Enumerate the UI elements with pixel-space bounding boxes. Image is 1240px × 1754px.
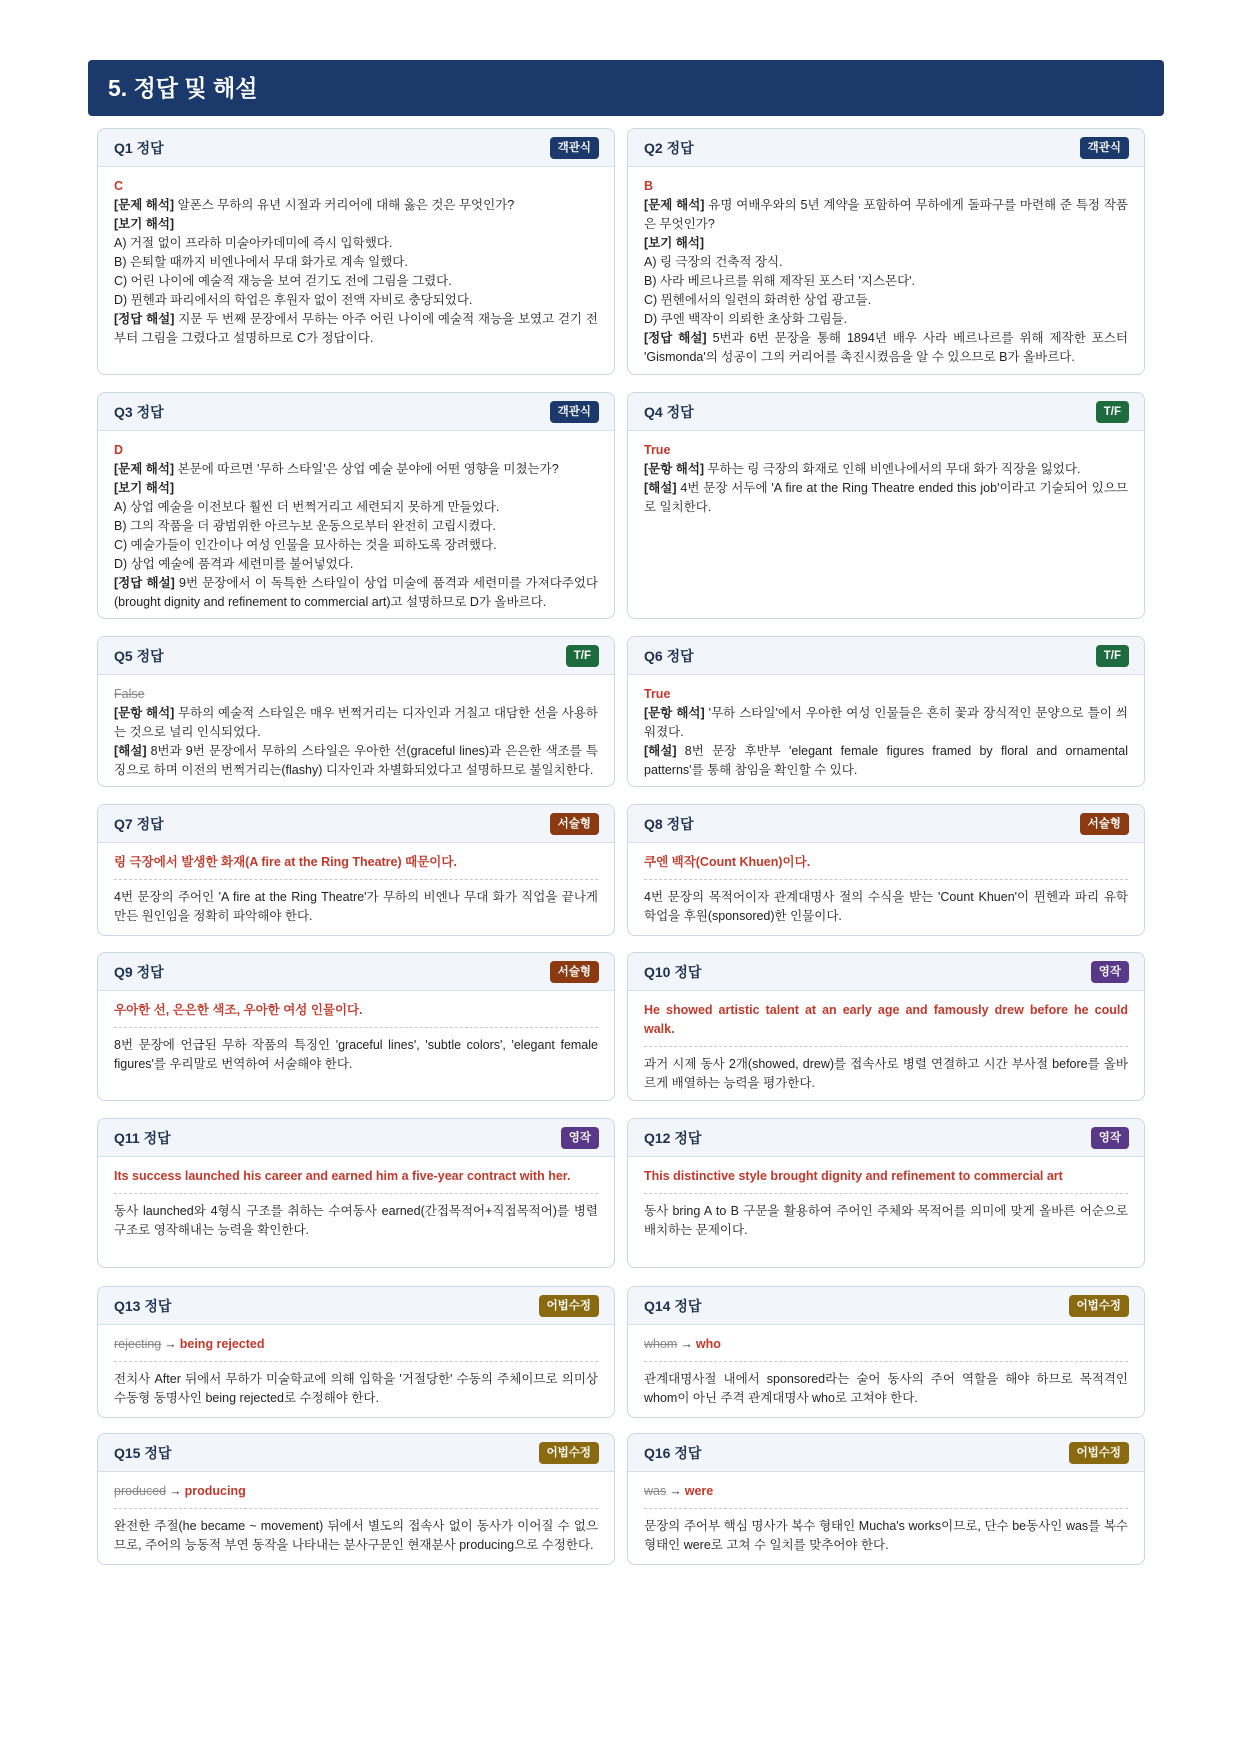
statement-translation: [문항 해석] '무하 스타일'에서 우아한 여성 인물들은 흔히 꽃과 장식적인 문양으로 틀이 씌워졌다. <box>644 706 1128 739</box>
divider <box>644 879 1128 880</box>
answer-card-q6 <box>627 636 1145 787</box>
card-title: Q5 정답 <box>114 647 164 664</box>
card-header <box>628 393 1144 431</box>
section-header: 5. 정답 및 해설 <box>88 60 1164 116</box>
card-body <box>98 431 614 619</box>
card-body <box>98 1472 614 1565</box>
card-body <box>628 431 1144 527</box>
divider <box>644 1508 1128 1509</box>
options-label: [보기 해석] <box>644 236 705 250</box>
card-body <box>628 1325 1144 1418</box>
answer-explanation: 8번 문장에 언급된 무하 작품의 특징인 'graceful lines', 'subtle colors', 'elegant female figures'를 우리말로 번역하여 서술해야 한다. <box>114 1038 598 1071</box>
answer-text: 링 극장에서 발생한 화재(A fire at the Ring Theatre) 때문이다. <box>114 855 457 869</box>
arrow-icon: → <box>169 1484 182 1498</box>
options-label: [보기 해석] <box>114 217 175 231</box>
arrow-icon: → <box>669 1484 682 1498</box>
question-translation: [문제 해석] 본문에 따르면 '무하 스타일'은 상업 예술 분야에 어떤 영향을 미쳤는가? <box>114 462 559 476</box>
card-header <box>98 393 614 431</box>
wrong-form: produced <box>114 1484 167 1498</box>
type-badge: T/F <box>566 645 599 667</box>
answer-card-q14 <box>627 1286 1145 1418</box>
option-b: B) 은퇴할 때까지 비엔나에서 무대 화가로 계속 일했다. <box>114 255 408 269</box>
answer-text: False <box>114 687 145 701</box>
card-header <box>628 637 1144 675</box>
answer-text: B <box>644 179 654 193</box>
card-body <box>98 167 614 358</box>
answer-text: 쿠엔 백작(Count Khuen)이다. <box>644 855 811 869</box>
correct-form: were <box>684 1484 714 1498</box>
answer-explanation: 문장의 주어부 핵심 명사가 복수 형태인 Mucha's works이므로, 단수 be동사인 was를 복수 형태인 were로 고쳐 수 일치를 맞추어야 한다. <box>644 1519 1128 1552</box>
option-c: C) 뮌헨에서의 일련의 화려한 상업 광고들. <box>644 293 872 307</box>
option-a: A) 상업 예술을 이전보다 훨씬 더 번쩍거리고 세련되지 못하게 만들었다. <box>114 500 500 514</box>
card-title: Q15 정답 <box>114 1444 172 1461</box>
option-a: A) 링 극장의 건축적 장식. <box>644 255 783 269</box>
card-title: Q4 정답 <box>644 403 694 420</box>
question-translation: [문제 해석] 알폰스 무하의 유년 시절과 커리어에 대해 옳은 것은 무엇인가? <box>114 198 515 212</box>
answer-explanation: [해설] 8번 문장 후반부 'elegant female figures framed by floral and ornamental patterns'를 통해 참임을 확인할 수 있다. <box>644 744 1128 777</box>
divider <box>644 1193 1128 1194</box>
divider <box>114 879 598 880</box>
card-header <box>628 129 1144 167</box>
card-body <box>628 843 1144 936</box>
answer-explanation: [정답 해설] 5번과 6번 문장을 통해 1894년 배우 사라 베르나르를 위해 제작한 포스터 'Gismonda'의 성공이 그의 커리어를 촉진시켰음을 알 수 있으므로 B가 올바르다. <box>644 331 1128 364</box>
answer-text: D <box>114 443 124 457</box>
question-translation: [문제 해석] 유명 여배우와의 5년 계약을 포함하여 무하에게 돌파구를 마련해 준 특정 작품은 무엇인가? <box>644 198 1128 231</box>
card-title: Q16 정답 <box>644 1444 702 1461</box>
card-header <box>98 953 614 991</box>
answer-card-q13 <box>97 1286 615 1418</box>
answer-card-q2 <box>627 128 1145 375</box>
type-badge: T/F <box>1096 401 1129 423</box>
answer-text: C <box>114 179 124 193</box>
divider <box>114 1027 598 1028</box>
card-title: Q6 정답 <box>644 647 694 664</box>
card-header <box>98 129 614 167</box>
card-title: Q11 정답 <box>114 1129 171 1146</box>
divider <box>114 1193 598 1194</box>
answer-card-q3 <box>97 392 615 619</box>
answer-card-q15 <box>97 1433 615 1565</box>
card-title: Q3 정답 <box>114 403 164 420</box>
answer-explanation: 4번 문장의 주어인 'A fire at the Ring Theatre'가 무하의 비엔나 무대 화가 직업을 끝나게 만든 원인임을 정확히 파악해야 한다. <box>114 890 598 923</box>
statement-translation: [문항 해석] 무하의 예술적 스타일은 매우 번쩍거리는 디자인과 거칠고 대담한 선을 사용하는 것으로 널리 인식되었다. <box>114 706 598 739</box>
divider <box>114 1508 598 1509</box>
answer-explanation: [정답 해설] 9번 문장에서 이 독특한 스타일이 상업 미술에 품격과 세련미를 가져다주었다(brought dignity and refinement to commercial art)고 설명하므로 D가 올바르다. <box>114 576 598 609</box>
card-header <box>628 805 1144 843</box>
correct-form: who <box>695 1337 721 1351</box>
type-badge: 어법수정 <box>1069 1295 1129 1317</box>
correction <box>114 1482 598 1501</box>
card-header <box>98 1434 614 1472</box>
option-c: C) 어린 나이에 예술적 재능을 보여 걷기도 전에 그림을 그렸다. <box>114 274 452 288</box>
wrong-form: rejecting <box>114 1337 162 1351</box>
answer-card-q1 <box>97 128 615 375</box>
answer-explanation: 동사 launched와 4형식 구조를 취하는 수여동사 earned(간접목적어+직접목적어)를 병렬 구조로 영작해내는 능력을 확인한다. <box>114 1204 598 1237</box>
card-title: Q2 정답 <box>644 139 694 156</box>
answer-card-q7 <box>97 804 615 936</box>
card-header <box>98 1119 614 1157</box>
option-a: A) 거절 없이 프라하 미술아카데미에 즉시 입학했다. <box>114 236 393 250</box>
type-badge: 객관식 <box>550 137 599 159</box>
card-body <box>628 167 1144 375</box>
answer-text: This distinctive style brought dignity and refinement to commercial art <box>644 1169 1063 1183</box>
answer-card-q5 <box>97 636 615 787</box>
answer-explanation: [해설] 4번 문장 서두에 'A fire at the Ring Theatre ended this job'이라고 기술되어 있으므로 일치한다. <box>644 481 1128 514</box>
correction <box>644 1482 1128 1501</box>
answer-text: He showed artistic talent at an early age and famously drew before he could walk. <box>644 1003 1128 1036</box>
divider <box>644 1046 1128 1047</box>
option-d: D) 뮌헨과 파리에서의 학업은 후원자 없이 전액 자비로 충당되었다. <box>114 293 473 307</box>
answer-explanation: [해설] 8번과 9번 문장에서 무하의 스타일은 우아한 선(graceful lines)과 은은한 색조를 특징으로 하며 이전의 번쩍거리는(flashy) 디자인과 차별화되었다고 설명하므로 불일치한다. <box>114 744 598 777</box>
answer-explanation: 완전한 주절(he became ~ movement) 뒤에서 별도의 접속사 없이 동사가 이어질 수 없으므로, 주어의 능동적 부연 동작을 나타내는 분사구문인 현재분사 producing으로 수정한다. <box>114 1519 598 1552</box>
type-badge: 어법수정 <box>539 1295 599 1317</box>
card-title: Q14 정답 <box>644 1297 702 1314</box>
answer-card-q9 <box>97 952 615 1101</box>
option-b: B) 그의 작품을 더 광범위한 아르누보 운동으로부터 완전히 고립시켰다. <box>114 519 496 533</box>
arrow-icon: → <box>680 1337 693 1351</box>
answer-explanation: 전치사 After 뒤에서 무하가 미술학교에 의해 입학을 '거절당한' 수동의 주체이므로 의미상 수동형 동명사인 being rejected로 수정해야 한다. <box>114 1372 598 1405</box>
card-title: Q10 정답 <box>644 963 702 980</box>
wrong-form: was <box>644 1484 667 1498</box>
type-badge: 어법수정 <box>1069 1442 1129 1464</box>
card-body <box>98 843 614 936</box>
card-body <box>628 1472 1144 1565</box>
card-body <box>628 1157 1144 1250</box>
answer-card-q10 <box>627 952 1145 1101</box>
answer-explanation: [정답 해설] 지문 두 번째 문장에서 무하는 아주 어린 나이에 예술적 재능을 보였고 걷기 전부터 그림을 그렸다고 설명하므로 C가 정답이다. <box>114 312 598 345</box>
card-header <box>628 953 1144 991</box>
type-badge: 영작 <box>1091 961 1129 983</box>
correction <box>644 1335 1128 1354</box>
card-header <box>628 1287 1144 1325</box>
divider <box>644 1361 1128 1362</box>
option-d: D) 상업 예술에 품격과 세련미를 불어넣었다. <box>114 557 354 571</box>
option-b: B) 사라 베르나르를 위해 제작된 포스터 '지스몬다'. <box>644 274 916 288</box>
card-body <box>628 991 1144 1101</box>
answer-card-q16 <box>627 1433 1145 1565</box>
answer-card-q11 <box>97 1118 615 1268</box>
option-c: C) 예술가들이 인간이나 여성 인물을 묘사하는 것을 피하도록 장려했다. <box>114 538 497 552</box>
card-title: Q13 정답 <box>114 1297 172 1314</box>
correction <box>114 1335 598 1354</box>
type-badge: T/F <box>1096 645 1129 667</box>
answer-text: True <box>644 443 671 457</box>
card-header <box>98 637 614 675</box>
card-body <box>98 991 614 1084</box>
card-body <box>628 675 1144 787</box>
card-header <box>628 1434 1144 1472</box>
arrow-icon: → <box>164 1337 177 1351</box>
type-badge: 객관식 <box>550 401 599 423</box>
statement-translation: [문항 해석] 무하는 링 극장의 화재로 인해 비엔나에서의 무대 화가 직장을 잃었다. <box>644 462 1081 476</box>
type-badge: 영작 <box>561 1127 599 1149</box>
option-d: D) 쿠엔 백작이 의뢰한 초상화 그림들. <box>644 312 848 326</box>
card-title: Q8 정답 <box>644 815 694 832</box>
answer-text: 우아한 선, 은은한 색조, 우아한 여성 인물이다. <box>114 1003 363 1017</box>
card-title: Q12 정답 <box>644 1129 702 1146</box>
wrong-form: whom <box>644 1337 678 1351</box>
type-badge: 서술형 <box>550 961 599 983</box>
answer-explanation: 4번 문장의 목적어이자 관계대명사 절의 수식을 받는 'Count Khuen'이 뮌헨과 파리 유학 학업을 후원(sponsored)한 인물이다. <box>644 890 1128 923</box>
answer-text: True <box>644 687 671 701</box>
card-header <box>98 805 614 843</box>
answer-card-q8 <box>627 804 1145 936</box>
card-header <box>98 1287 614 1325</box>
type-badge: 어법수정 <box>539 1442 599 1464</box>
answer-explanation: 동사 bring A to B 구문을 활용하여 주어인 주체와 목적어를 의미에 맞게 올바른 어순으로 배치하는 문제이다. <box>644 1204 1128 1237</box>
card-title: Q9 정답 <box>114 963 164 980</box>
options-label: [보기 해석] <box>114 481 175 495</box>
type-badge: 영작 <box>1091 1127 1129 1149</box>
type-badge: 서술형 <box>1080 813 1129 835</box>
correct-form: being rejected <box>179 1337 265 1351</box>
card-body <box>98 1325 614 1418</box>
divider <box>114 1361 598 1362</box>
card-body <box>98 675 614 787</box>
answer-card-q12 <box>627 1118 1145 1268</box>
type-badge: 서술형 <box>550 813 599 835</box>
answer-text: Its success launched his career and earned him a five-year contract with her. <box>114 1169 571 1183</box>
card-title: Q7 정답 <box>114 815 164 832</box>
answer-explanation: 과거 시제 동사 2개(showed, drew)를 접속사로 병렬 연결하고 시간 부사절 before를 올바르게 배열하는 능력을 평가한다. <box>644 1057 1128 1090</box>
type-badge: 객관식 <box>1080 137 1129 159</box>
correct-form: producing <box>184 1484 246 1498</box>
card-body <box>98 1157 614 1250</box>
answer-explanation: 관계대명사절 내에서 sponsored라는 술어 동사의 주어 역할을 해야 하므로 목적격인 whom이 아닌 주격 관계대명사 who로 고쳐야 한다. <box>644 1372 1128 1405</box>
answer-card-q4 <box>627 392 1145 619</box>
card-title: Q1 정답 <box>114 139 164 156</box>
card-header <box>628 1119 1144 1157</box>
